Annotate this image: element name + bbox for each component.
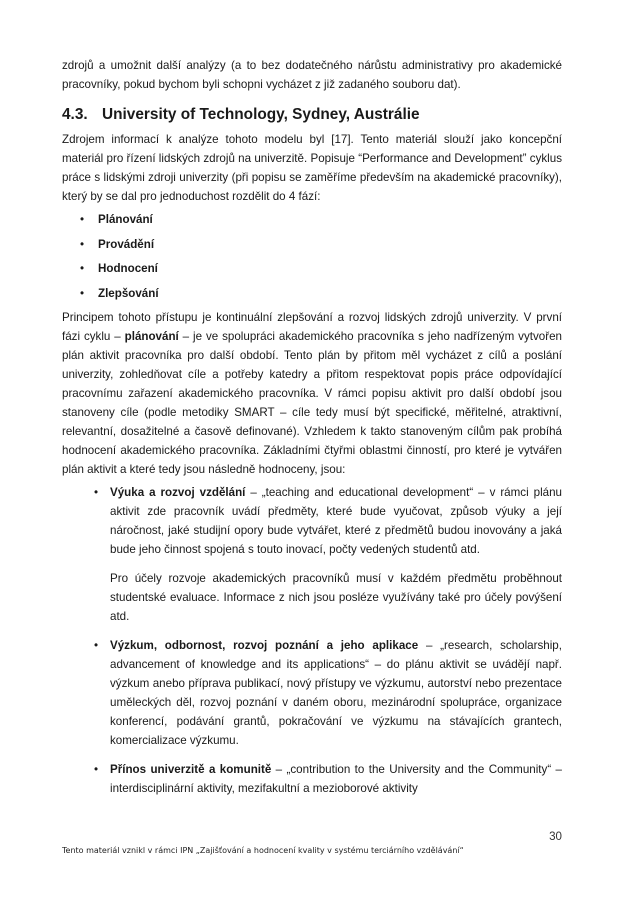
principle-bold: plánování	[124, 330, 179, 343]
paragraph-principle	[62, 308, 562, 479]
phase-item: • Hodnocení	[62, 257, 562, 282]
activity-subparagraph: Pro účely rozvoje akademických pracovníků musí v každém předmětu proběhnout studentské evaluace. Informace z nich jsou posléze využívány také pro účely povýšení atd.	[110, 572, 562, 623]
section-heading	[62, 104, 562, 126]
principle-after: – je ve spolupráci akademického pracovníka s jeho nadřízeným vytvořen plán aktivit pracovníka pro další období. Tento plán by přitom měl vycházet z cílů a poslání univerzity, zohledňovat cíle a potřeby katedry a přitom respektovat popis práce odpovídající pracovnímu zařazení akademického pracovníka. V rámci popisu aktivit pro další období jsou stanoveny cíle (podle metodiky SMART – cíle tedy musí být specifické, měřitelné, atraktivní, relevantní, dosažitelné a časově definované). Vzhledem k takto stanoveným cílům pak probíhá hodnocení akademického pracovníka. Základními čtyřmi oblastmi činností, pro které je vytvářen plán aktivit a které tedy jsou následně hodnoceny, jsou:	[62, 330, 562, 476]
activity-title: Přínos univerzitě a komunitě	[110, 763, 272, 776]
activity-title: Výzkum, odbornost, rozvoj poznání a jeho aplikace	[110, 639, 419, 652]
phase-item: • Zlepšování	[62, 282, 562, 307]
activity-title: Výuka a rozvoj vzdělání	[110, 486, 246, 499]
activity-text: – „teaching and educational development“ – v rámci plánu aktivit zde pracovník uvádí předměty, které bude vyučovat, způsob výuky a její náročnost, jaké studijní opory bude vytvářet, které z předmětů budou inovovány a jaká bude jeho činnost spojená s touto inovací, počty vedených studentů atd.	[110, 486, 562, 556]
page-content	[62, 56, 562, 808]
phase-item: • Plánování	[62, 208, 562, 233]
intro-paragraph: zdrojů a umožnit další analýzy (a to bez dodatečného nárůstu administrativy pro akademické pracovníky, pokud bychom byli schopni vycházet z již zadaného souboru dat).	[62, 59, 562, 91]
principle-before: Principem tohoto přístupu je kontinuální zlepšování a rozvoj lidských zdrojů univerzity. V první fázi cyklu –	[62, 311, 562, 343]
activity-item	[62, 760, 562, 798]
activity-item	[62, 483, 562, 626]
activity-text: – „research, scholarship, advancement of knowledge and its applications“ – do plánu aktivit se uvádějí např. výzkum anebo příprava publikací, nový přístupy ve výzkumu, autorství nebo prezentace uměleckých děl, rozvoj poznání v daném oboru, mezinárodní spolupráce, organizace konferencí, podávání grantů, pokračování ve výzkumu na stávajících grantech, komercializace výzkumu.	[110, 639, 562, 747]
paragraph-source: Zdrojem informací k analýze tohoto modelu byl [17]. Tento materiál slouží jako koncepční materiál pro řízení lidských zdrojů na univerzitě. Popisuje “Performance and Development” cyklus práce s lidskými zdroji univerzity (při popisu se zaměříme především na akademické pracovníky), který by se dal pro jednoduchost rozdělit do 4 fází:	[62, 133, 562, 203]
footer-note: Tento materiál vznikl v rámci IPN „Zajišťování a hodnocení kvality v systému terciárního vzdělávání“	[62, 846, 464, 855]
activity-text: – „contribution to the University and the Community“ – interdisciplinární aktivity, mezifakultní a mezioborové aktivity	[110, 763, 563, 795]
activity-list	[62, 483, 562, 798]
section-title: University of Technology, Sydney, Austrálie	[102, 106, 420, 123]
phase-list	[62, 208, 562, 306]
page-number: 30	[549, 830, 562, 843]
activity-item	[62, 636, 562, 750]
section-number: 4.3.	[62, 106, 88, 123]
phase-item: • Provádění	[62, 233, 562, 258]
